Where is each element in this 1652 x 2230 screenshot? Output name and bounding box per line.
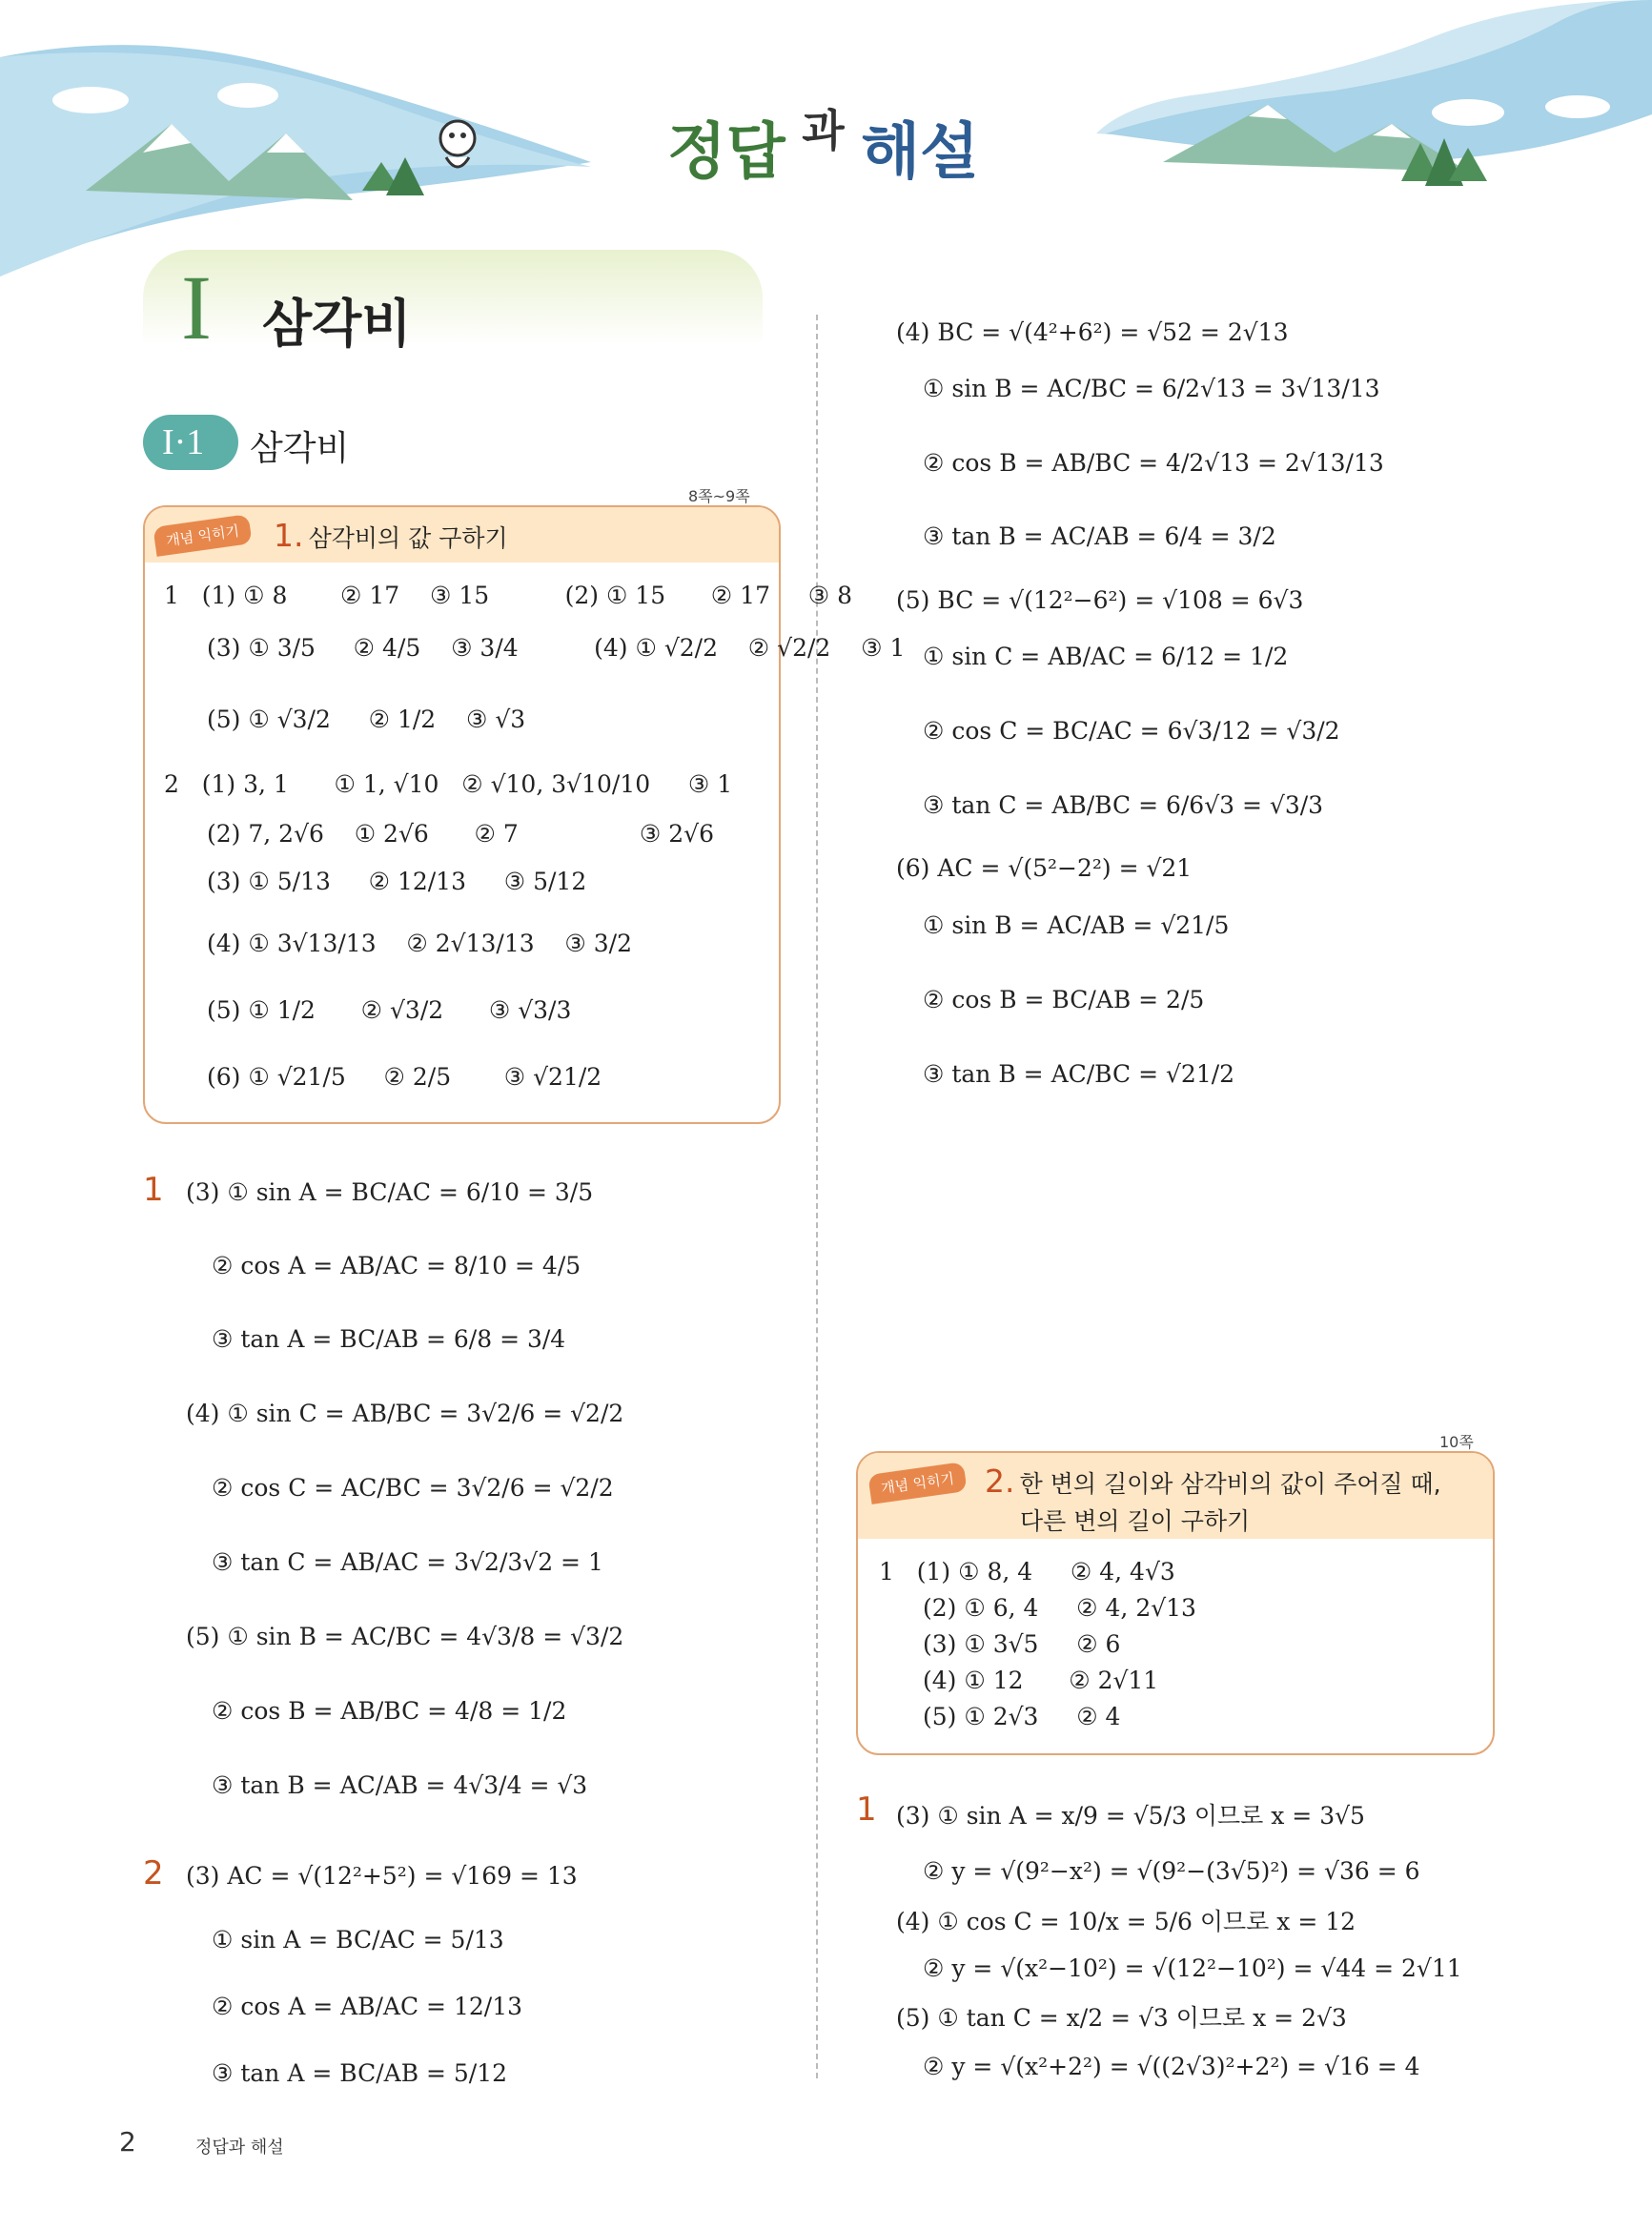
box2-tag: 개념 익히기 [867,1462,968,1504]
box2-title-line1: 한 변의 길이와 삼각비의 값이 주어질 때, [1019,1470,1441,1498]
problem-number: 1 [856,1790,877,1829]
solution-line: (3) ① sin A = x/9 = √5/3 이므로 x = 3√5 [896,1802,1365,1830]
box1-line: (6) ① √21/5 ② 2/5 ③ √21/2 [207,1063,602,1091]
solution-line: (5) BC = √(12²−6²) = √108 = 6√3 [896,586,1304,614]
solution-line: (4) BC = √(4²+6²) = √52 = 2√13 [896,318,1289,346]
solution-line: (5) ① tan C = x/2 = √3 이므로 x = 2√3 [896,2004,1347,2032]
box2-line: (2) ① 6, 4 ② 4, 2√13 [923,1594,1196,1622]
box1-line: (5) ① √3/2 ② 1/2 ③ √3 [207,706,526,733]
solution-line: ① sin B = AC/BC = 6/2√13 = 3√13/13 [923,375,1380,402]
box1-line: (2) 7, 2√6 ① 2√6 ② 7 ③ 2√6 [207,820,714,848]
chapter-header [143,250,763,345]
box2-line: (5) ① 2√3 ② 4 [923,1703,1121,1730]
box1-heading [274,517,508,554]
solution-line: ③ tan A = BC/AB = 6/8 = 3/4 [212,1325,566,1353]
box2-line: 1 (1) ① 8, 4 ② 4, 4√3 [879,1558,1175,1586]
solution-line: (3) AC = √(12²+5²) = √169 = 13 [186,1862,578,1890]
problem-number: 1 [143,1171,164,1209]
solution-line: (4) ① cos C = 10/x = 5/6 이므로 x = 12 [896,1908,1356,1935]
box2-number: 2. [985,1463,1015,1500]
section-badge-label: I·1 [162,422,205,462]
concept-box-1 [143,505,906,1124]
page-number: 2 [119,2126,136,2158]
footer-label: 정답과 해설 [195,2138,284,2158]
solution-line: ② cos A = AB/AC = 8/10 = 4/5 [212,1252,581,1279]
box2-line: (4) ① 12 ② 2√11 [923,1667,1159,1694]
section-title: 삼각비 [250,429,350,468]
box2-title-line2: 다른 변의 길이 구하기 [1020,1507,1251,1535]
column-divider [816,315,818,2078]
solution-line: ① sin C = AB/AC = 6/12 = 1/2 [923,643,1289,670]
title-part-3: 해설 [861,117,979,188]
box1-line: 2 (1) 3, 1 ① 1, √10 ② √10, 3√10/10 ③ 1 [164,770,733,798]
solution-line: (5) ① sin B = AC/BC = 4√3/8 = √3/2 [186,1623,624,1650]
solution-line: ③ tan B = AC/AB = 4√3/4 = √3 [212,1771,588,1799]
solution-line: ② y = √(x²−10²) = √(12²−10²) = √44 = 2√11 [923,1954,1462,1982]
solution-line: ③ tan A = BC/AB = 5/12 [212,2059,508,2087]
box2-pages: 10쪽 [1439,1433,1474,1451]
solution-line: ② cos C = BC/AC = 6√3/12 = √3/2 [923,717,1340,745]
problem-number: 2 [143,1854,164,1892]
title-part-1: 정답 [667,117,785,188]
solution-line: ② cos B = BC/AB = 2/5 [923,986,1205,1013]
solution-line: (6) AC = √(5²−2²) = √21 [896,854,1193,882]
box1-pages: 8쪽~9쪽 [688,487,750,505]
box1-number: 1. [274,517,304,554]
box1-line: 1 (1) ① 8 ② 17 ③ 15 (2) ① 15 ② 17 ③ 8 [164,582,852,609]
solution-line: (3) ① sin A = BC/AC = 6/10 = 3/5 [186,1178,594,1206]
box1-line: (3) ① 5/13 ② 12/13 ③ 5/12 [207,868,587,895]
solution-line: ③ tan B = AC/BC = √21/2 [923,1060,1235,1088]
solution-line: ② cos B = AB/BC = 4/8 = 1/2 [212,1697,567,1725]
page-title [667,103,979,189]
solution-line: ① sin B = AC/AB = √21/5 [923,911,1230,939]
solution-line: (4) ① sin C = AB/BC = 3√2/6 = √2/2 [186,1400,624,1427]
concept-box-2 [856,1451,1495,1755]
box2-heading [985,1463,1441,1500]
box1-line: (5) ① 1/2 ② √3/2 ③ √3/3 [207,996,572,1024]
solution-line: ③ tan B = AC/AB = 6/4 = 3/2 [923,522,1276,550]
box1-line: (4) ① 3√13/13 ② 2√13/13 ③ 3/2 [207,930,633,957]
solution-line: ② cos B = AB/BC = 4/2√13 = 2√13/13 [923,449,1384,477]
solution-line: ① sin A = BC/AC = 5/13 [212,1926,504,1954]
solution-line: ② y = √(9²−x²) = √(9²−(3√5)²) = √36 = 6 [923,1857,1420,1885]
chapter-roman: I [181,256,212,358]
solution-line: ② y = √(x²+2²) = √((2√3)²+2²) = √16 = 4 [923,2053,1420,2080]
solution-line: ② cos C = AC/BC = 3√2/6 = √2/2 [212,1474,614,1502]
box1-title: 삼각비의 값 구하기 [308,524,508,552]
box1-line: (3) ① 3/5 ② 4/5 ③ 3/4 (4) ① √2/2 ② √2/2 ③ 1 [207,634,906,662]
solution-line: ② cos A = AB/AC = 12/13 [212,1993,523,2020]
solution-line: ③ tan C = AB/BC = 6/6√3 = √3/3 [923,791,1324,819]
chapter-title: 삼각비 [262,294,412,354]
box2-line: (3) ① 3√5 ② 6 [923,1630,1121,1658]
box1-tag: 개념 익히기 [153,514,253,557]
solution-line: ③ tan C = AB/AC = 3√2/3√2 = 1 [212,1548,603,1576]
title-part-2: 과 [802,105,845,156]
